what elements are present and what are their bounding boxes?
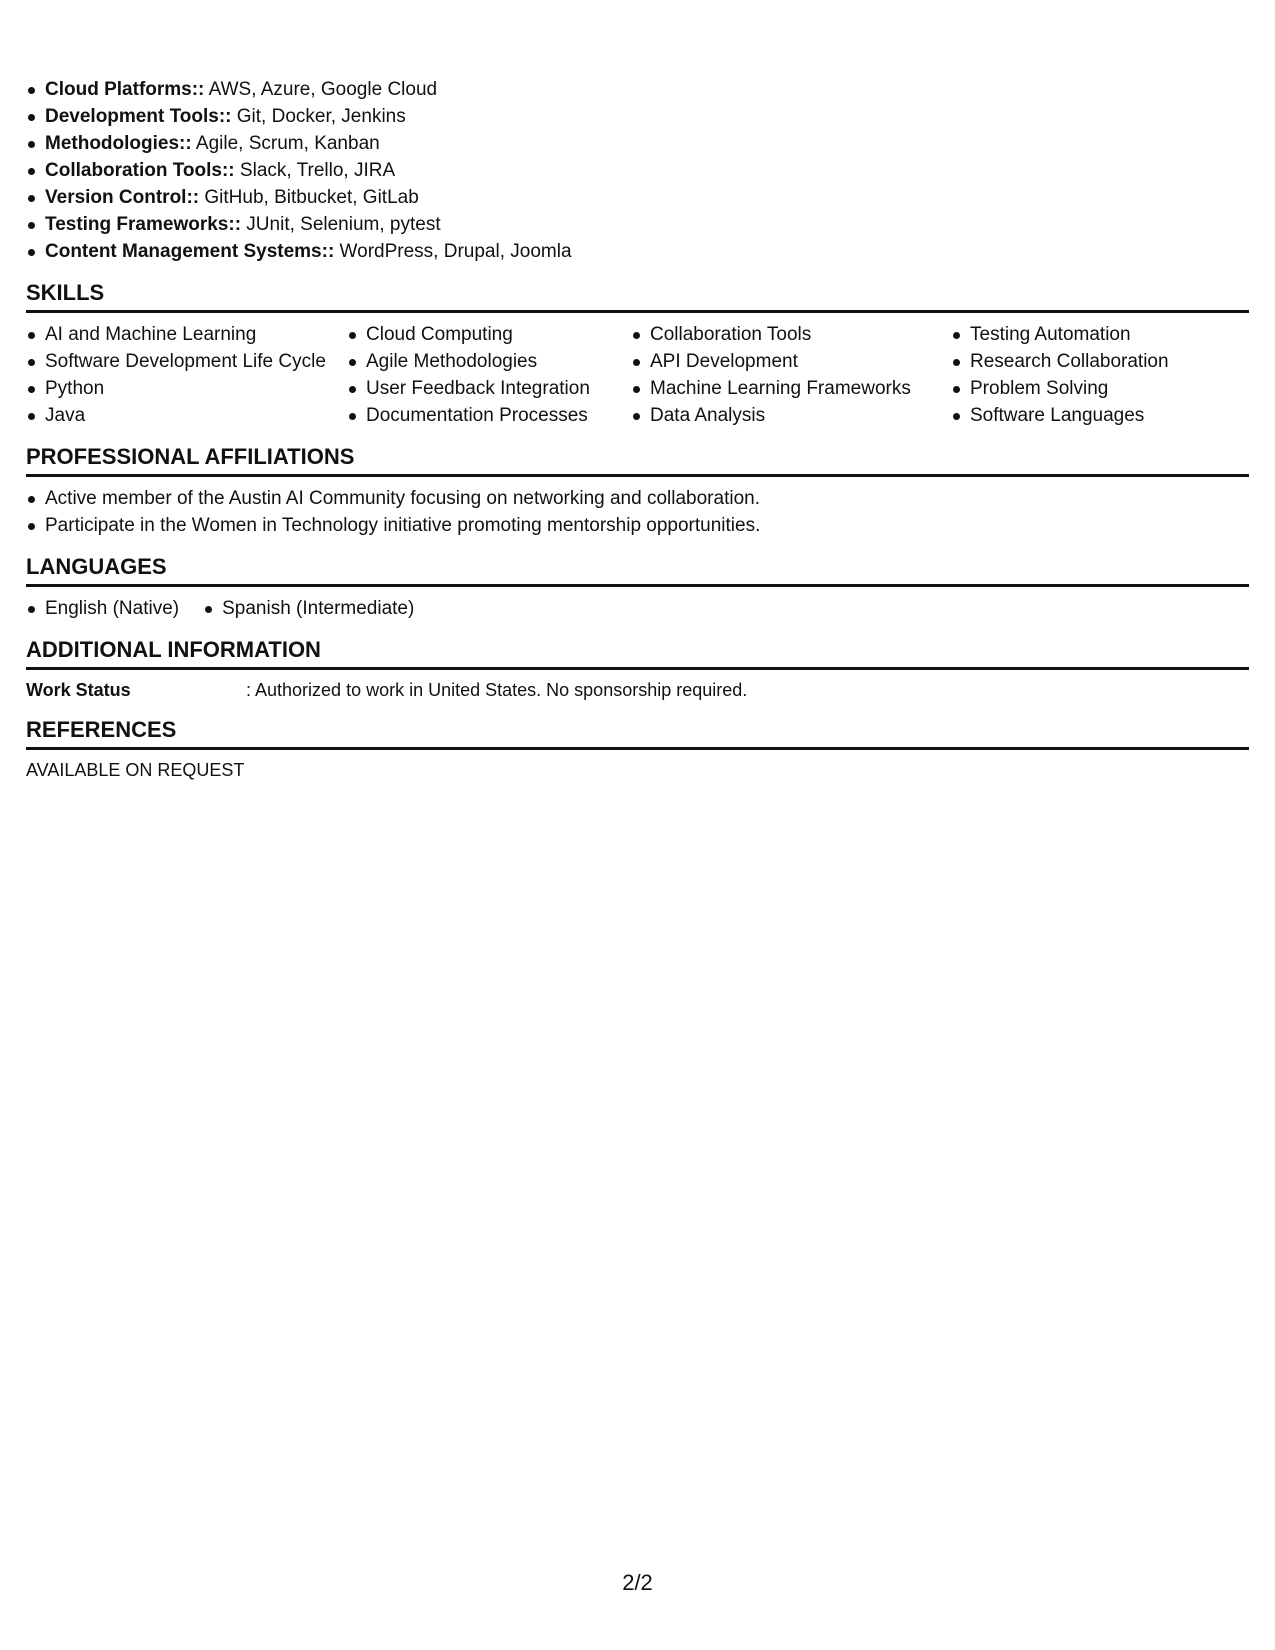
skill-item: AI and Machine Learning	[45, 321, 347, 348]
skills-column	[631, 321, 951, 429]
tool-label: Development Tools::	[45, 106, 232, 127]
skills-heading: SKILLS	[26, 280, 1249, 313]
tool-value: Git, Docker, Jenkins	[231, 106, 406, 127]
affiliations-heading: PROFESSIONAL AFFILIATIONS	[26, 444, 1249, 477]
tool-item-testing-frameworks	[45, 211, 1249, 238]
skill-item: Documentation Processes	[366, 402, 631, 429]
skill-item: Java	[45, 402, 347, 429]
tool-value: GitHub, Bitbucket, GitLab	[199, 187, 419, 208]
tool-label: Cloud Platforms::	[45, 79, 205, 100]
languages-heading: LANGUAGES	[26, 554, 1249, 587]
skill-item: Collaboration Tools	[650, 321, 951, 348]
tool-item-cms	[45, 238, 1249, 265]
language-list	[26, 595, 179, 622]
skill-item: Testing Automation	[970, 321, 1230, 348]
affiliation-item: Participate in the Women in Technology initiative promoting mentorship opportunities.	[45, 512, 1249, 539]
skills-section	[26, 280, 1249, 429]
skill-item: Cloud Computing	[366, 321, 631, 348]
tool-value: Agile, Scrum, Kanban	[191, 133, 380, 154]
work-status-label: Work Status	[26, 680, 131, 700]
page-number: 2/2	[622, 1570, 653, 1595]
tool-item-development-tools	[45, 103, 1249, 130]
tool-value: JUnit, Selenium, pytest	[241, 214, 441, 235]
skill-item: Software Languages	[970, 402, 1230, 429]
skill-item: Machine Learning Frameworks	[650, 375, 951, 402]
skill-item: Python	[45, 375, 347, 402]
skill-item: Agile Methodologies	[366, 348, 631, 375]
tool-item-cloud-platforms	[45, 76, 1249, 103]
tools-list	[26, 76, 1249, 265]
work-status-row	[26, 678, 1249, 702]
resume-page	[26, 76, 1249, 782]
skill-item: Problem Solving	[970, 375, 1230, 402]
additional-info-heading: ADDITIONAL INFORMATION	[26, 637, 1249, 670]
tool-item-methodologies	[45, 130, 1249, 157]
affiliations-list	[26, 485, 1249, 539]
tool-value: Slack, Trello, JIRA	[234, 160, 396, 181]
skills-column	[951, 321, 1230, 429]
affiliation-item: Active member of the Austin AI Community focusing on networking and collaboration.	[45, 485, 1249, 512]
tool-item-collaboration-tools	[45, 157, 1249, 184]
language-list	[203, 595, 414, 622]
skills-column	[26, 321, 347, 429]
skills-grid	[26, 321, 1249, 429]
languages-row	[26, 595, 1249, 622]
work-status-value: : Authorized to work in United States. No sponsorship required.	[246, 680, 748, 700]
references-heading: REFERENCES	[26, 717, 1249, 750]
tool-value: AWS, Azure, Google Cloud	[204, 79, 438, 100]
skill-item: Data Analysis	[650, 402, 951, 429]
language-item: English (Native)	[45, 595, 179, 622]
tool-value: WordPress, Drupal, Joomla	[334, 241, 572, 262]
skill-item: Software Development Life Cycle	[45, 348, 347, 375]
tool-label: Content Management Systems::	[45, 241, 335, 262]
languages-section	[26, 554, 1249, 622]
references-text: AVAILABLE ON REQUEST	[26, 760, 245, 780]
additional-info-section	[26, 637, 1249, 702]
skill-item: API Development	[650, 348, 951, 375]
tool-label: Methodologies::	[45, 133, 192, 154]
tool-label: Testing Frameworks::	[45, 214, 242, 235]
language-item: Spanish (Intermediate)	[222, 595, 414, 622]
skills-column	[347, 321, 631, 429]
affiliations-section	[26, 444, 1249, 539]
tool-label: Version Control::	[45, 187, 200, 208]
tool-item-version-control	[45, 184, 1249, 211]
tool-label: Collaboration Tools::	[45, 160, 235, 181]
references-section	[26, 717, 1249, 782]
skill-item: Research Collaboration	[970, 348, 1230, 375]
skill-item: User Feedback Integration	[366, 375, 631, 402]
